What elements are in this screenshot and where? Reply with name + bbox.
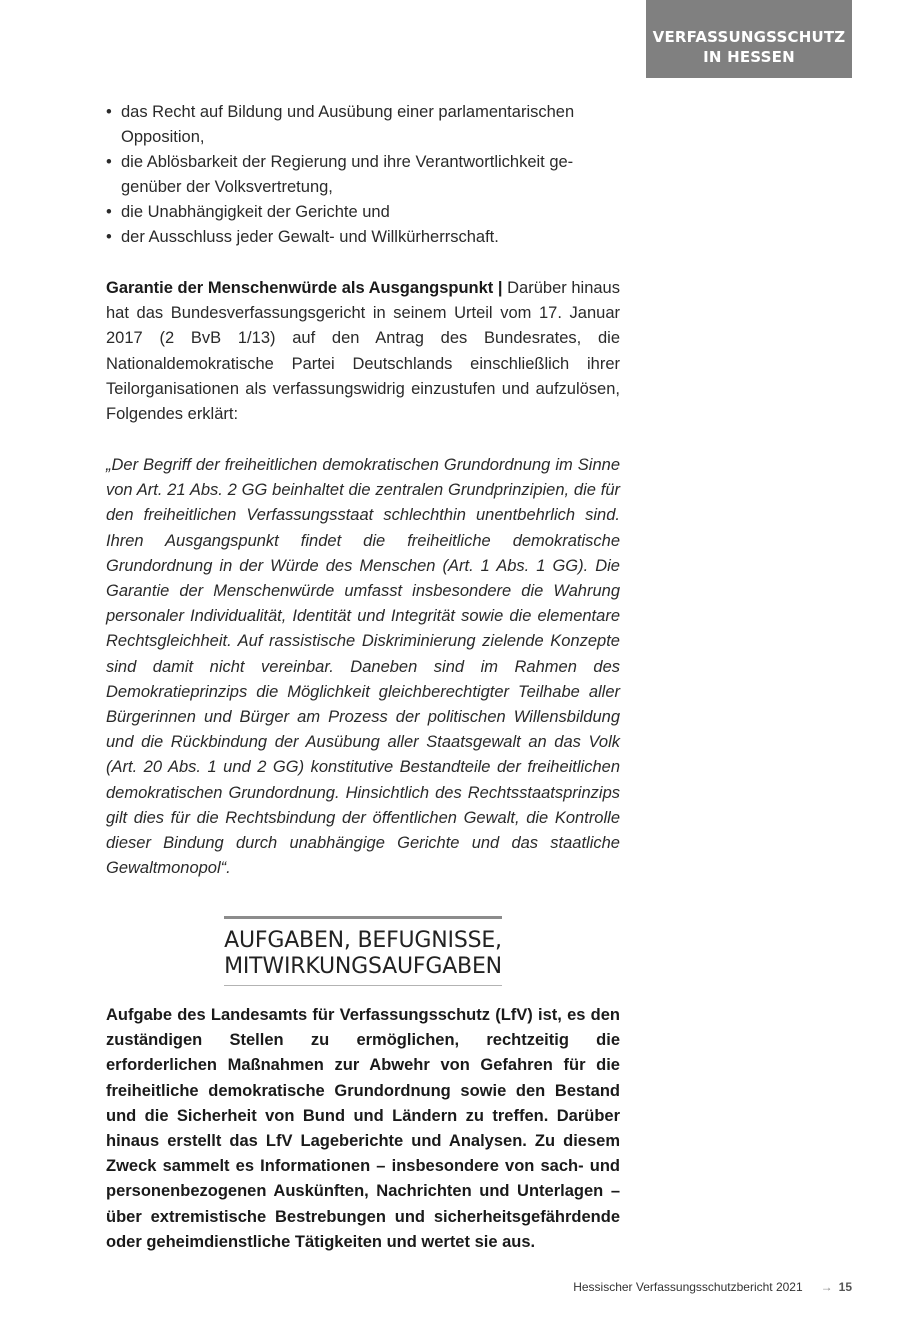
list-item-text: genüber der Volksvertretung,	[121, 178, 333, 196]
intro-paragraph	[106, 276, 620, 427]
list-item-text: die Unabhängigkeit der Gerichte und	[121, 203, 390, 221]
list-item	[106, 175, 620, 200]
paragraph-text: Darüber hinaus hat das Bundesverfassungsgericht in seinem Urteil vom 17. Januar 2017 (2 BvB 1/13) auf den Antrag des Bundesrates, die Nationaldemokratische Partei Deutschlands einschließlich ihrer Teilorganisationen als verfassungswidrig einzustufen und aufzulösen, Folgendes erklärt:	[106, 279, 620, 424]
list-item-text: die Ablösbarkeit der Regierung und ihre Verantwortlichkeit ge-	[121, 153, 574, 171]
footer-title: Hessischer Verfassungsschutzbericht 2021	[573, 1280, 803, 1294]
section-tab-line2: IN HESSEN	[703, 48, 795, 66]
section-tab	[646, 0, 852, 78]
bullet-icon: •	[106, 228, 112, 246]
paragraph-lead: Garantie der Menschenwürde als Ausgangspunkt |	[106, 279, 503, 297]
heading-rule-bottom	[224, 985, 502, 986]
section-paragraph: Aufgabe des Landesamts für Verfassungsschutz (LfV) ist, es den zuständigen Stellen zu ermöglichen, rechtzeitig die erforderlichen Maßnahmen zur Abwehr von Gefahren für die freiheitliche demokratische Grundordnung sowie den Bestand und die Sicherheit von Bund und Ländern zu treffen. Darüber hinaus erstellt das LfV Lageberichte und Analysen. Zu diesem Zweck sammelt es Informationen – insbesondere von sach- und personenbezogenen Auskünften, Nachrichten und Unterlagen – über extremistische Bestrebungen und sicherheitsgefährdende oder geheimdienstliche Tätigkeiten und wertet sie aus.	[106, 1006, 620, 1251]
section-heading	[212, 916, 514, 986]
list-item	[106, 100, 620, 125]
list-item	[106, 150, 620, 175]
bullet-icon: •	[106, 203, 112, 221]
bullet-icon: •	[106, 153, 112, 171]
arrow-right-icon: →	[820, 1280, 833, 1294]
page-number: 15	[838, 1280, 852, 1294]
list-item	[106, 225, 620, 250]
list-item-text: das Recht auf Bildung und Ausübung einer parlamentarischen	[121, 103, 575, 121]
list-item-text: Opposition,	[121, 128, 205, 146]
section-title-line2: MITWIRKUNGSAUFGABEN	[224, 954, 502, 979]
list-item	[106, 125, 620, 150]
bullet-list	[106, 100, 620, 250]
list-item-text: der Ausschluss jeder Gewalt- und Willkürherrschaft.	[121, 228, 499, 246]
court-quote: „Der Begriff der freiheitlichen demokratischen Grundordnung im Sinne von Art. 21 Abs. 2 GG beinhaltet die zentralen Grundprinzipien, die für den freiheitlichen Verfassungsstaat schlechthin unentbehrlich sind. Ihren Ausgangspunkt findet die freiheitliche demokratische Grundordnung in der Würde des Menschen (Art. 1 Abs. 1 GG). Die Garantie der Menschenwürde umfasst insbesondere die Wahrung personaler Individualität, Identität und Integrität sowie die elementare Rechtsgleichheit. Auf rassistische Diskriminierung zielende Konzepte sind damit nicht vereinbar. Daneben sind im Rahmen des Demokratieprinzips die Möglichkeit gleichberechtigter Teilhabe aller Bürgerinnen und Bürger am Prozess der politischen Willensbildung und die Rückbindung der Ausübung aller Staatsgewalt an das Volk (Art. 20 Abs. 1 und 2 GG) konstitutive Bestandteile der freiheitlichen demokratischen Grundordnung. Hinsichtlich des Rechtsstaatsprinzips gilt dies für die Rechtsbindung der öffentlichen Gewalt, die Kontrolle dieser Bindung durch unabhängige Gerichte und das staatliche Gewaltmonopol“.	[106, 456, 620, 878]
section-title	[212, 919, 514, 980]
section-tab-line1: VERFASSUNGSSCHUTZ	[652, 28, 846, 46]
bullet-icon: •	[106, 103, 112, 121]
page-footer	[573, 1280, 852, 1294]
list-item	[106, 200, 620, 225]
section-title-line1: AUFGABEN, BEFUGNISSE,	[224, 928, 502, 953]
page-number-group	[821, 1280, 852, 1294]
